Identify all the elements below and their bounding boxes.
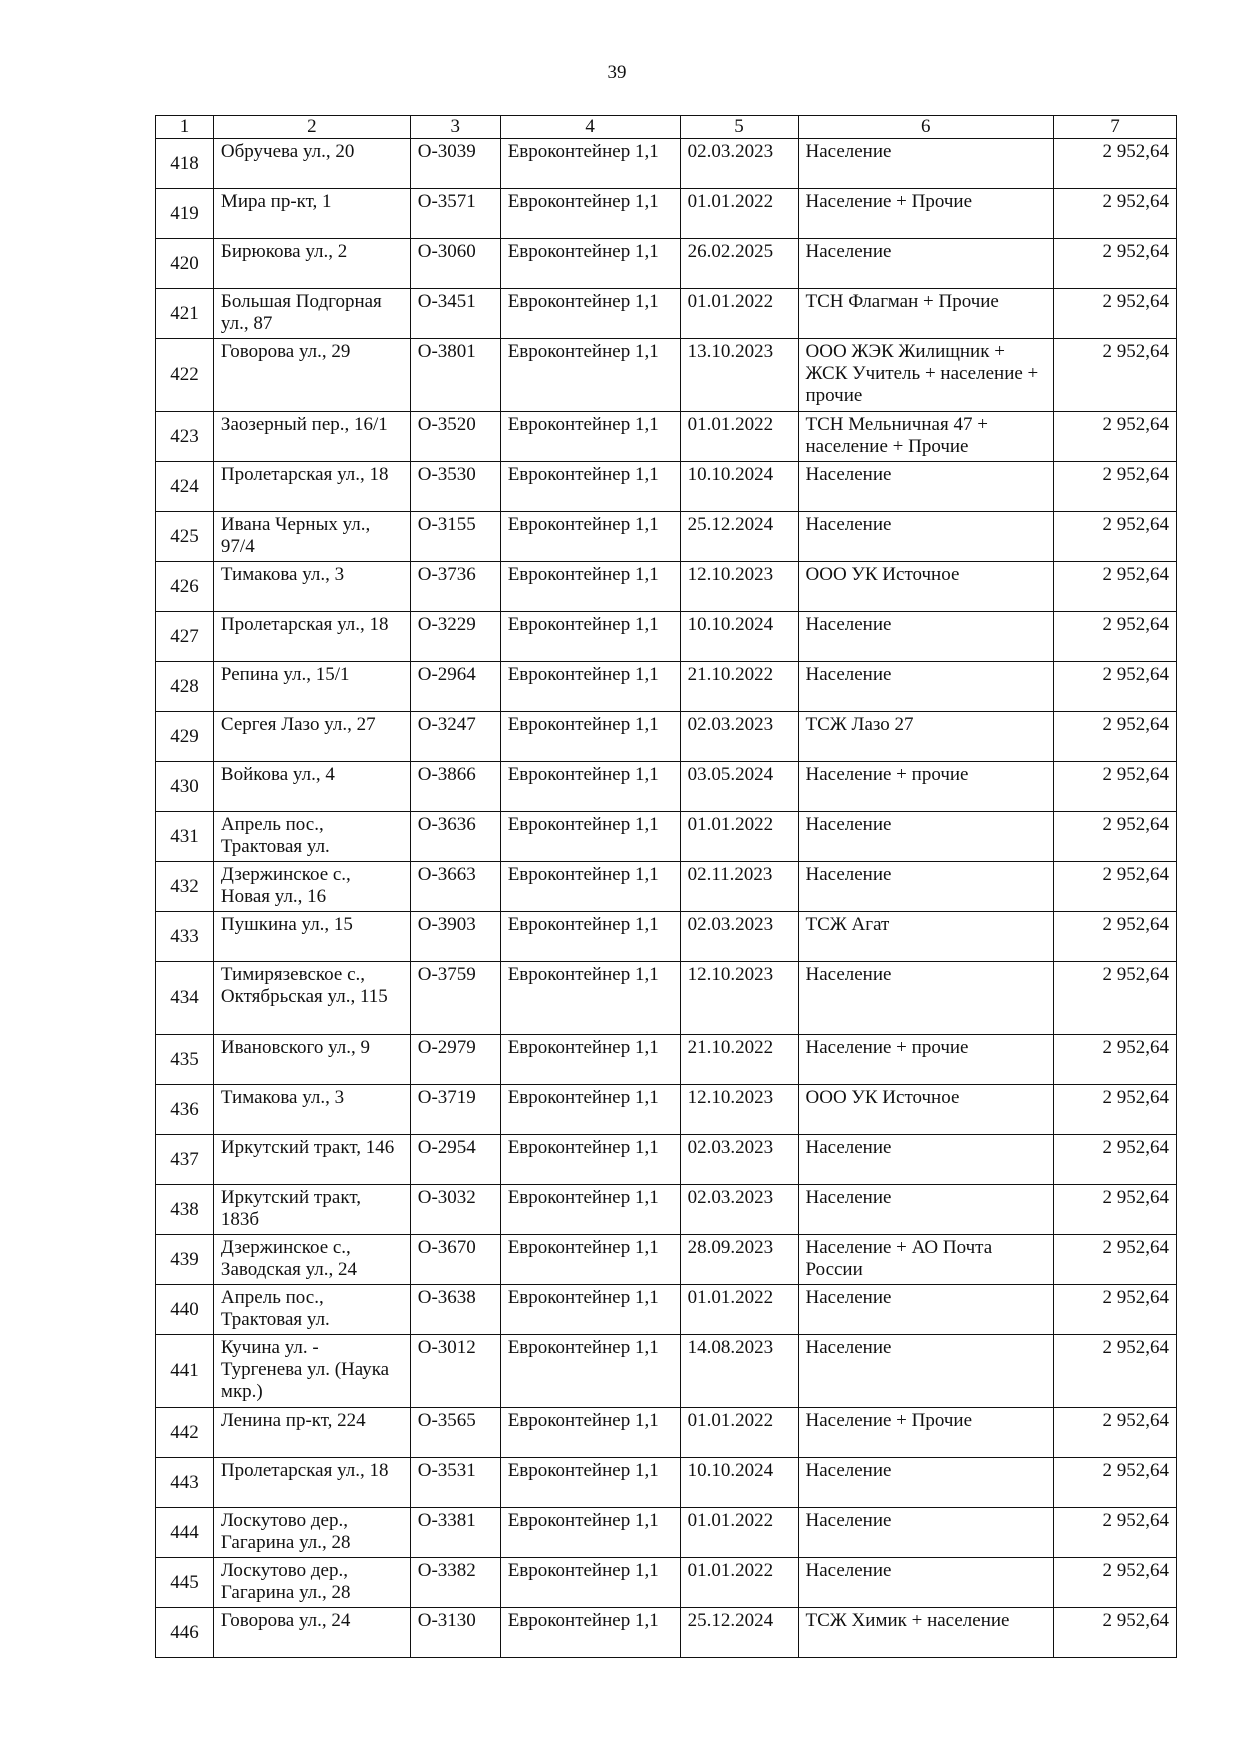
amount-cell: 2 952,64 xyxy=(1054,239,1177,289)
address-cell: Лоскутово дер., Гагарина ул., 28 xyxy=(213,1558,410,1608)
date-cell: 01.01.2022 xyxy=(680,1558,798,1608)
amount-cell: 2 952,64 xyxy=(1054,1335,1177,1408)
address-cell: Большая Подгорная ул., 87 xyxy=(213,289,410,339)
container-type-cell: Евроконтейнер 1,1 xyxy=(500,189,680,239)
row-number: 431 xyxy=(156,812,214,862)
container-type-cell: Евроконтейнер 1,1 xyxy=(500,339,680,412)
owner-cell: ООО ЖЭК Жилищник + ЖСК Учитель + население + прочие xyxy=(798,339,1054,412)
date-cell: 03.05.2024 xyxy=(680,762,798,812)
address-cell: Тимакова ул., 3 xyxy=(213,1085,410,1135)
amount-cell: 2 952,64 xyxy=(1054,289,1177,339)
amount-cell: 2 952,64 xyxy=(1054,1085,1177,1135)
date-cell: 02.03.2023 xyxy=(680,1185,798,1235)
container-type-cell: Евроконтейнер 1,1 xyxy=(500,1335,680,1408)
owner-cell: Население xyxy=(798,1458,1054,1508)
row-number: 425 xyxy=(156,512,214,562)
table-row xyxy=(156,712,1177,762)
table-row xyxy=(156,612,1177,662)
date-cell: 25.12.2024 xyxy=(680,1608,798,1658)
container-type-cell: Евроконтейнер 1,1 xyxy=(500,1408,680,1458)
site-code-cell: О-3381 xyxy=(410,1508,500,1558)
owner-cell: Население xyxy=(798,512,1054,562)
owner-cell: Население + прочие xyxy=(798,1035,1054,1085)
column-header: 7 xyxy=(1054,116,1177,139)
date-cell: 01.01.2022 xyxy=(680,1408,798,1458)
date-cell: 01.01.2022 xyxy=(680,1508,798,1558)
table-row xyxy=(156,1458,1177,1508)
amount-cell: 2 952,64 xyxy=(1054,1458,1177,1508)
row-number: 439 xyxy=(156,1235,214,1285)
table-row xyxy=(156,462,1177,512)
address-cell: Пушкина ул., 15 xyxy=(213,912,410,962)
site-code-cell: О-3155 xyxy=(410,512,500,562)
container-type-cell: Евроконтейнер 1,1 xyxy=(500,962,680,1035)
row-number: 423 xyxy=(156,412,214,462)
table-row xyxy=(156,1035,1177,1085)
table-row xyxy=(156,862,1177,912)
amount-cell: 2 952,64 xyxy=(1054,1035,1177,1085)
row-number: 441 xyxy=(156,1335,214,1408)
amount-cell: 2 952,64 xyxy=(1054,1408,1177,1458)
container-type-cell: Евроконтейнер 1,1 xyxy=(500,862,680,912)
row-number: 438 xyxy=(156,1185,214,1235)
container-type-cell: Евроконтейнер 1,1 xyxy=(500,412,680,462)
amount-cell: 2 952,64 xyxy=(1054,762,1177,812)
amount-cell: 2 952,64 xyxy=(1054,412,1177,462)
column-header: 3 xyxy=(410,116,500,139)
date-cell: 25.12.2024 xyxy=(680,512,798,562)
date-cell: 02.03.2023 xyxy=(680,139,798,189)
amount-cell: 2 952,64 xyxy=(1054,912,1177,962)
owner-cell: Население xyxy=(798,1185,1054,1235)
container-type-cell: Евроконтейнер 1,1 xyxy=(500,139,680,189)
amount-cell: 2 952,64 xyxy=(1054,1608,1177,1658)
amount-cell: 2 952,64 xyxy=(1054,862,1177,912)
owner-cell: Население xyxy=(798,1508,1054,1558)
row-number: 445 xyxy=(156,1558,214,1608)
address-cell: Ивановского ул., 9 xyxy=(213,1035,410,1085)
amount-cell: 2 952,64 xyxy=(1054,339,1177,412)
date-cell: 12.10.2023 xyxy=(680,562,798,612)
address-cell: Войкова ул., 4 xyxy=(213,762,410,812)
table-row xyxy=(156,1558,1177,1608)
container-registry-table xyxy=(155,115,1177,1658)
table-row xyxy=(156,812,1177,862)
table-row xyxy=(156,512,1177,562)
container-type-cell: Евроконтейнер 1,1 xyxy=(500,1185,680,1235)
address-cell: Пролетарская ул., 18 xyxy=(213,1458,410,1508)
row-number: 426 xyxy=(156,562,214,612)
table-row xyxy=(156,412,1177,462)
site-code-cell: О-3759 xyxy=(410,962,500,1035)
site-code-cell: О-3670 xyxy=(410,1235,500,1285)
owner-cell: Население + Прочие xyxy=(798,1408,1054,1458)
row-number: 436 xyxy=(156,1085,214,1135)
address-cell: Тимакова ул., 3 xyxy=(213,562,410,612)
table-row xyxy=(156,1508,1177,1558)
row-number: 440 xyxy=(156,1285,214,1335)
date-cell: 12.10.2023 xyxy=(680,1085,798,1135)
container-type-cell: Евроконтейнер 1,1 xyxy=(500,662,680,712)
container-type-cell: Евроконтейнер 1,1 xyxy=(500,1085,680,1135)
table-row xyxy=(156,239,1177,289)
address-cell: Пролетарская ул., 18 xyxy=(213,462,410,512)
table-row xyxy=(156,962,1177,1035)
row-number: 419 xyxy=(156,189,214,239)
address-cell: Тимирязевское с., Октябрьская ул., 115 xyxy=(213,962,410,1035)
container-type-cell: Евроконтейнер 1,1 xyxy=(500,762,680,812)
site-code-cell: О-3039 xyxy=(410,139,500,189)
amount-cell: 2 952,64 xyxy=(1054,962,1177,1035)
site-code-cell: О-3382 xyxy=(410,1558,500,1608)
amount-cell: 2 952,64 xyxy=(1054,1285,1177,1335)
owner-cell: Население xyxy=(798,612,1054,662)
container-type-cell: Евроконтейнер 1,1 xyxy=(500,1458,680,1508)
site-code-cell: О-3638 xyxy=(410,1285,500,1335)
owner-cell: ТСН Флагман + Прочие xyxy=(798,289,1054,339)
row-number: 434 xyxy=(156,962,214,1035)
site-code-cell: О-3565 xyxy=(410,1408,500,1458)
amount-cell: 2 952,64 xyxy=(1054,189,1177,239)
date-cell: 01.01.2022 xyxy=(680,289,798,339)
owner-cell: Население + АО Почта России xyxy=(798,1235,1054,1285)
owner-cell: ООО УК Источное xyxy=(798,562,1054,612)
container-type-cell: Евроконтейнер 1,1 xyxy=(500,562,680,612)
date-cell: 02.03.2023 xyxy=(680,712,798,762)
container-type-cell: Евроконтейнер 1,1 xyxy=(500,1558,680,1608)
container-type-cell: Евроконтейнер 1,1 xyxy=(500,1608,680,1658)
date-cell: 26.02.2025 xyxy=(680,239,798,289)
table-row xyxy=(156,289,1177,339)
container-type-cell: Евроконтейнер 1,1 xyxy=(500,512,680,562)
column-header: 1 xyxy=(156,116,214,139)
date-cell: 12.10.2023 xyxy=(680,962,798,1035)
owner-cell: Население xyxy=(798,662,1054,712)
amount-cell: 2 952,64 xyxy=(1054,1185,1177,1235)
site-code-cell: О-3530 xyxy=(410,462,500,512)
site-code-cell: О-3130 xyxy=(410,1608,500,1658)
owner-cell: Население xyxy=(798,462,1054,512)
site-code-cell: О-3229 xyxy=(410,612,500,662)
address-cell: Дзержинское с., Новая ул., 16 xyxy=(213,862,410,912)
table-row xyxy=(156,1285,1177,1335)
table-row xyxy=(156,1235,1177,1285)
table-row xyxy=(156,1185,1177,1235)
address-cell: Иркутский тракт, 146 xyxy=(213,1135,410,1185)
row-number: 424 xyxy=(156,462,214,512)
table-row xyxy=(156,1408,1177,1458)
row-number: 446 xyxy=(156,1608,214,1658)
site-code-cell: О-3012 xyxy=(410,1335,500,1408)
owner-cell: ООО УК Источное xyxy=(798,1085,1054,1135)
site-code-cell: О-3060 xyxy=(410,239,500,289)
date-cell: 13.10.2023 xyxy=(680,339,798,412)
address-cell: Лоскутово дер., Гагарина ул., 28 xyxy=(213,1508,410,1558)
address-cell: Ленина пр-кт, 224 xyxy=(213,1408,410,1458)
address-cell: Пролетарская ул., 18 xyxy=(213,612,410,662)
row-number: 420 xyxy=(156,239,214,289)
row-number: 432 xyxy=(156,862,214,912)
amount-cell: 2 952,64 xyxy=(1054,712,1177,762)
table-row xyxy=(156,662,1177,712)
address-cell: Бирюкова ул., 2 xyxy=(213,239,410,289)
address-cell: Дзержинское с., Заводская ул., 24 xyxy=(213,1235,410,1285)
column-header: 5 xyxy=(680,116,798,139)
owner-cell: Население + прочие xyxy=(798,762,1054,812)
container-type-cell: Евроконтейнер 1,1 xyxy=(500,612,680,662)
owner-cell: ТСЖ Химик + население xyxy=(798,1608,1054,1658)
date-cell: 28.09.2023 xyxy=(680,1235,798,1285)
amount-cell: 2 952,64 xyxy=(1054,612,1177,662)
date-cell: 10.10.2024 xyxy=(680,462,798,512)
address-cell: Репина ул., 15/1 xyxy=(213,662,410,712)
row-number: 421 xyxy=(156,289,214,339)
site-code-cell: О-3663 xyxy=(410,862,500,912)
amount-cell: 2 952,64 xyxy=(1054,562,1177,612)
date-cell: 21.10.2022 xyxy=(680,1035,798,1085)
site-code-cell: О-3903 xyxy=(410,912,500,962)
date-cell: 21.10.2022 xyxy=(680,662,798,712)
address-cell: Говорова ул., 24 xyxy=(213,1608,410,1658)
date-cell: 02.03.2023 xyxy=(680,912,798,962)
owner-cell: Население xyxy=(798,862,1054,912)
site-code-cell: О-3801 xyxy=(410,339,500,412)
amount-cell: 2 952,64 xyxy=(1054,462,1177,512)
date-cell: 01.01.2022 xyxy=(680,189,798,239)
site-code-cell: О-3736 xyxy=(410,562,500,612)
table-row xyxy=(156,1335,1177,1408)
owner-cell: ТСЖ Агат xyxy=(798,912,1054,962)
date-cell: 01.01.2022 xyxy=(680,1285,798,1335)
row-number: 422 xyxy=(156,339,214,412)
site-code-cell: О-3531 xyxy=(410,1458,500,1508)
site-code-cell: О-3247 xyxy=(410,712,500,762)
site-code-cell: О-3636 xyxy=(410,812,500,862)
row-number: 418 xyxy=(156,139,214,189)
address-cell: Заозерный пер., 16/1 xyxy=(213,412,410,462)
owner-cell: Население xyxy=(798,1558,1054,1608)
owner-cell: ТСН Мельничная 47 + население + Прочие xyxy=(798,412,1054,462)
row-number: 427 xyxy=(156,612,214,662)
owner-cell: ТСЖ Лазо 27 xyxy=(798,712,1054,762)
owner-cell: Население xyxy=(798,239,1054,289)
date-cell: 01.01.2022 xyxy=(680,812,798,862)
container-type-cell: Евроконтейнер 1,1 xyxy=(500,239,680,289)
container-type-cell: Евроконтейнер 1,1 xyxy=(500,712,680,762)
date-cell: 14.08.2023 xyxy=(680,1335,798,1408)
amount-cell: 2 952,64 xyxy=(1054,1235,1177,1285)
site-code-cell: О-3571 xyxy=(410,189,500,239)
row-number: 437 xyxy=(156,1135,214,1185)
address-cell: Сергея Лазо ул., 27 xyxy=(213,712,410,762)
container-type-cell: Евроконтейнер 1,1 xyxy=(500,912,680,962)
table-row xyxy=(156,1608,1177,1658)
site-code-cell: О-2979 xyxy=(410,1035,500,1085)
address-cell: Апрель пос., Трактовая ул. xyxy=(213,1285,410,1335)
column-header: 2 xyxy=(213,116,410,139)
container-type-cell: Евроконтейнер 1,1 xyxy=(500,1508,680,1558)
site-code-cell: О-3032 xyxy=(410,1185,500,1235)
container-type-cell: Евроконтейнер 1,1 xyxy=(500,462,680,512)
row-number: 444 xyxy=(156,1508,214,1558)
date-cell: 02.11.2023 xyxy=(680,862,798,912)
site-code-cell: О-3520 xyxy=(410,412,500,462)
address-cell: Говорова ул., 29 xyxy=(213,339,410,412)
row-number: 430 xyxy=(156,762,214,812)
container-type-cell: Евроконтейнер 1,1 xyxy=(500,812,680,862)
table-header-row xyxy=(156,116,1177,139)
date-cell: 10.10.2024 xyxy=(680,1458,798,1508)
owner-cell: Население xyxy=(798,1335,1054,1408)
owner-cell: Население + Прочие xyxy=(798,189,1054,239)
table-row xyxy=(156,189,1177,239)
table-row xyxy=(156,912,1177,962)
date-cell: 10.10.2024 xyxy=(680,612,798,662)
table-row xyxy=(156,339,1177,412)
table-row xyxy=(156,139,1177,189)
row-number: 443 xyxy=(156,1458,214,1508)
site-code-cell: О-2954 xyxy=(410,1135,500,1185)
column-header: 4 xyxy=(500,116,680,139)
row-number: 433 xyxy=(156,912,214,962)
address-cell: Апрель пос., Трактовая ул. xyxy=(213,812,410,862)
container-type-cell: Евроконтейнер 1,1 xyxy=(500,1035,680,1085)
address-cell: Мира пр-кт, 1 xyxy=(213,189,410,239)
address-cell: Кучина ул. - Тургенева ул. (Наука мкр.) xyxy=(213,1335,410,1408)
amount-cell: 2 952,64 xyxy=(1054,1135,1177,1185)
page-number: 39 xyxy=(607,62,627,83)
column-header: 6 xyxy=(798,116,1054,139)
site-code-cell: О-2964 xyxy=(410,662,500,712)
container-type-cell: Евроконтейнер 1,1 xyxy=(500,1135,680,1185)
amount-cell: 2 952,64 xyxy=(1054,662,1177,712)
site-code-cell: О-3451 xyxy=(410,289,500,339)
owner-cell: Население xyxy=(798,962,1054,1035)
date-cell: 01.01.2022 xyxy=(680,412,798,462)
row-number: 435 xyxy=(156,1035,214,1085)
table-row xyxy=(156,1085,1177,1135)
row-number: 442 xyxy=(156,1408,214,1458)
address-cell: Ивана Черных ул., 97/4 xyxy=(213,512,410,562)
owner-cell: Население xyxy=(798,139,1054,189)
amount-cell: 2 952,64 xyxy=(1054,1508,1177,1558)
owner-cell: Население xyxy=(798,812,1054,862)
amount-cell: 2 952,64 xyxy=(1054,1558,1177,1608)
address-cell: Иркутский тракт, 183б xyxy=(213,1185,410,1235)
owner-cell: Население xyxy=(798,1135,1054,1185)
address-cell: Обручева ул., 20 xyxy=(213,139,410,189)
row-number: 428 xyxy=(156,662,214,712)
container-type-cell: Евроконтейнер 1,1 xyxy=(500,1235,680,1285)
row-number: 429 xyxy=(156,712,214,762)
container-type-cell: Евроконтейнер 1,1 xyxy=(500,289,680,339)
table-row xyxy=(156,762,1177,812)
owner-cell: Население xyxy=(798,1285,1054,1335)
table-row xyxy=(156,562,1177,612)
container-type-cell: Евроконтейнер 1,1 xyxy=(500,1285,680,1335)
site-code-cell: О-3719 xyxy=(410,1085,500,1135)
amount-cell: 2 952,64 xyxy=(1054,812,1177,862)
amount-cell: 2 952,64 xyxy=(1054,512,1177,562)
date-cell: 02.03.2023 xyxy=(680,1135,798,1185)
amount-cell: 2 952,64 xyxy=(1054,139,1177,189)
table-row xyxy=(156,1135,1177,1185)
site-code-cell: О-3866 xyxy=(410,762,500,812)
